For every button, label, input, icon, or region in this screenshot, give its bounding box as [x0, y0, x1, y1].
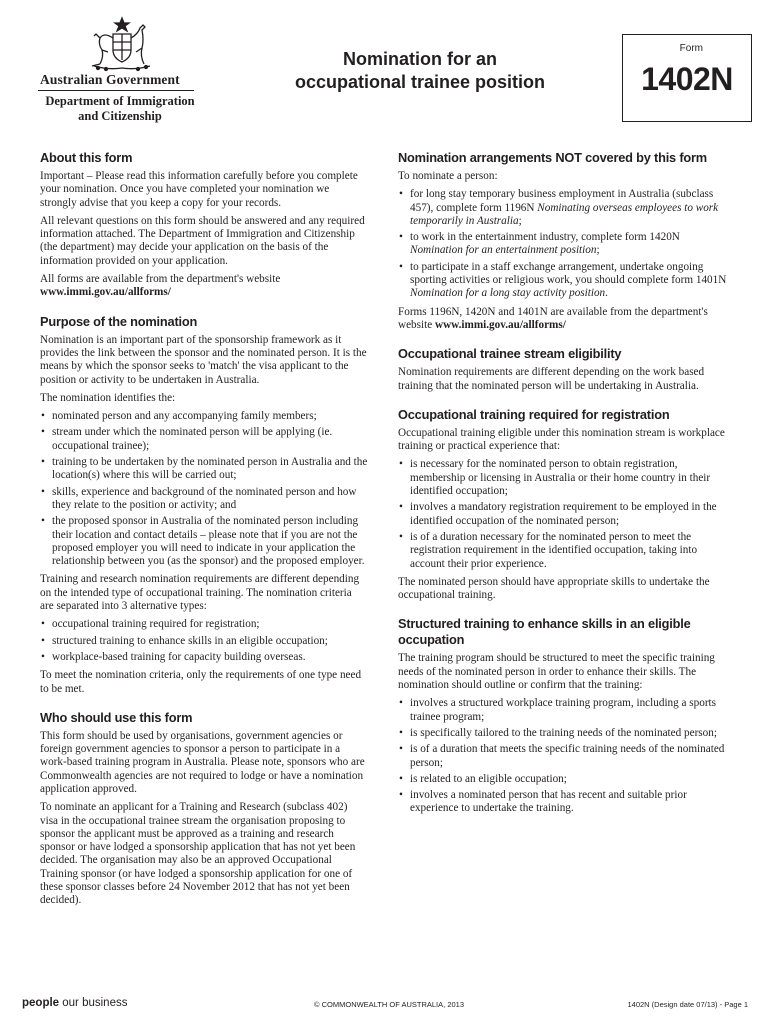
purpose-paragraph: Training and research nomination requirements are different depending on the intended type of occupational training. The nomination criteria are separated into 3 alternative types:: [40, 573, 360, 613]
form-label: Form: [679, 43, 703, 54]
about-forms-paragraph: [40, 273, 368, 300]
not-covered-intro: To nominate a person:: [398, 170, 498, 182]
brand-tagline: people our business: [22, 997, 128, 1009]
list-item: • involves a structured workplace training program, including a sports trainee program;: [398, 697, 734, 724]
nomination-types-list: [40, 618, 368, 664]
page-footer: [22, 996, 750, 1016]
logo-divider: [38, 90, 194, 91]
list-item: • is related to an eligible occupation;: [398, 773, 734, 786]
about-paragraph: Important – Please read this information carefully before you complete your nomination. Once you have completed your nomination we strongly advise that you keep a copy for your records.: [40, 170, 358, 209]
coat-of-arms-icon: [86, 16, 158, 72]
purpose-list: [40, 410, 368, 568]
about-paragraph: All relevant questions on this form should be answered and any required information attached. The Department of Immigration and Citizenship (the department) may decide your application on the basis of the information provided on your application.: [40, 214, 365, 267]
list-item: • is of a duration that meets the specific training needs of the nominated person;: [398, 743, 734, 770]
eligibility-paragraph: Nomination requirements are different depending on the work based training that the nominated person will be undertaking in Australia.: [398, 366, 705, 392]
list-item: • is of a duration necessary for the nominated person to meet the registration requirement in the identified occupation, taking into account their prior experience.: [398, 531, 734, 571]
list-item: • skills, experience and background of the nominated person and how they relate to the position or activity; and: [40, 486, 368, 513]
copyright-notice: © COMMONWEALTH OF AUSTRALIA, 2013: [314, 1000, 464, 1009]
form-title-reference: Nominating overseas employees to work temporarily in Australia: [410, 201, 719, 227]
form-title-line-2: occupational trainee position: [294, 72, 546, 92]
list-item: • for long stay temporary business employment in Australia (subclass 457), complete form 1196N Nominating overseas employees to work temporarily in Australia;: [398, 188, 734, 228]
page-number: 1402N (Design date 07/13) - Page 1: [627, 1000, 748, 1009]
form-title: [250, 48, 590, 94]
forms-availability-paragraph: Forms 1196N, 1420N and 1401N are available from the department's website www.immi.gov.au/allforms/: [398, 305, 708, 331]
list-item: • is necessary for the nominated person to obtain registration, membership or licensing in Australia or their home country in their identified occupation;: [398, 458, 734, 498]
list-item: • stream under which the nominated person will be applying (ie. occupational trainee);: [40, 426, 368, 453]
who-paragraph: To nominate an applicant for a Training and Research (subclass 402) visa in the occupational trainee stream the organisation proposing to sponsor the applicant must be approved as a training and research sponsor or have lodged a sponsorship application that has not yet been decided. The organisation may also be an approved Occupational Training sponsor (or have lodged a sponsorship application for one of these sponsor classes before 24 November 2012 that has not yet been decided).: [40, 801, 356, 907]
list-item: • the proposed sponsor in Australia of the nominated person including their location and contact details – please note that if you are not the proposed employer you will need to indicate in your application the relationship between you (as the sponsor) and the proposed employer.: [40, 515, 368, 568]
structured-paragraph: The training program should be structured to meet the specific training needs of the nominated person in order to enhance their skills. The nomination should outline or confirm that the training:: [398, 652, 715, 692]
form-title-reference: Nomination for a long stay activity position: [410, 287, 606, 300]
structured-list: [398, 697, 734, 815]
list-item: • training to be undertaken by the nominated person in Australia and the location(s) where this will be carried out;: [40, 456, 368, 483]
purpose-paragraph: To meet the nomination criteria, only the requirements of one type need to be met.: [40, 669, 362, 695]
purpose-heading: Purpose of the nomination: [40, 313, 198, 329]
not-covered-heading: Nomination arrangements NOT covered by this form: [398, 150, 707, 165]
list-item: • occupational training required for registration;: [40, 618, 368, 631]
list-item: • workplace-based training for capacity building overseas.: [40, 651, 368, 664]
not-covered-list: [398, 188, 734, 300]
department-line-1: Department of Immigration: [45, 94, 195, 108]
structured-heading: Structured training to enhance skills in an eligible occupation: [398, 616, 691, 648]
list-item: • involves a nominated person that has recent and suitable prior experience to undertake the training.: [398, 789, 734, 816]
eligibility-heading: Occupational trainee stream eligibility: [398, 346, 622, 362]
list-item: • involves a mandatory registration requirement to be employed in the identified occupation of the nominated person;: [398, 501, 734, 528]
registration-paragraph: Occupational training eligible under this nomination stream is workplace training or practical experience that:: [398, 426, 725, 453]
purpose-paragraph: The nomination identifies the:: [40, 391, 176, 404]
government-logo: [38, 16, 203, 126]
left-column: [40, 150, 368, 913]
list-item: • to work in the entertainment industry, complete form 1420N Nomination for an entertainment position;: [398, 231, 734, 258]
form-title-reference: Nomination for an entertainment position: [410, 244, 597, 257]
list-item: • structured training to enhance skills in an eligible occupation;: [40, 635, 368, 648]
registration-heading: Occupational training required for registration: [398, 406, 670, 422]
department-line-2: and Citizenship: [78, 109, 162, 123]
who-paragraph: This form should be used by organisations, government agencies or foreign government agencies to sponsor a person to participate in a work-based training program in Australia. Please note, sponsors who are Commonwealth agencies are not required to lodge or have a nomination application approved.: [40, 729, 365, 795]
form-title-line-1: Nomination for an: [343, 49, 497, 69]
form-number: 1402N: [641, 61, 733, 97]
forms-link[interactable]: www.immi.gov.au/allforms/: [434, 318, 566, 331]
form-number-box: [622, 34, 752, 122]
about-forms-text: All forms are available from the department's website: [40, 273, 281, 286]
who-heading: Who should use this form: [40, 709, 193, 725]
registration-paragraph: The nominated person should have appropriate skills to undertake the occupational training.: [398, 575, 710, 602]
purpose-paragraph: Nomination is an important part of the sponsorship framework as it provides the link between the sponsor and the nominated person. It is the means by which the sponsor seeks to 'match' the visa applicant to the position or activity to be undertaken in Australia.: [40, 333, 367, 386]
about-heading: About this form: [40, 150, 133, 165]
department-name: [40, 94, 200, 124]
government-name: Australian Government: [40, 72, 180, 87]
list-item: • nominated person and any accompanying family members;: [40, 410, 368, 423]
list-item: • to participate in a staff exchange arrangement, undertake ongoing sporting activities or religious work, you should complete form 1401N Nomination for a long stay activity position.: [398, 261, 734, 301]
right-column: [398, 150, 734, 821]
forms-link[interactable]: www.immi.gov.au/allforms/: [40, 286, 171, 299]
registration-list: [398, 458, 734, 570]
list-item: • is specifically tailored to the training needs of the nominated person;: [398, 727, 734, 740]
